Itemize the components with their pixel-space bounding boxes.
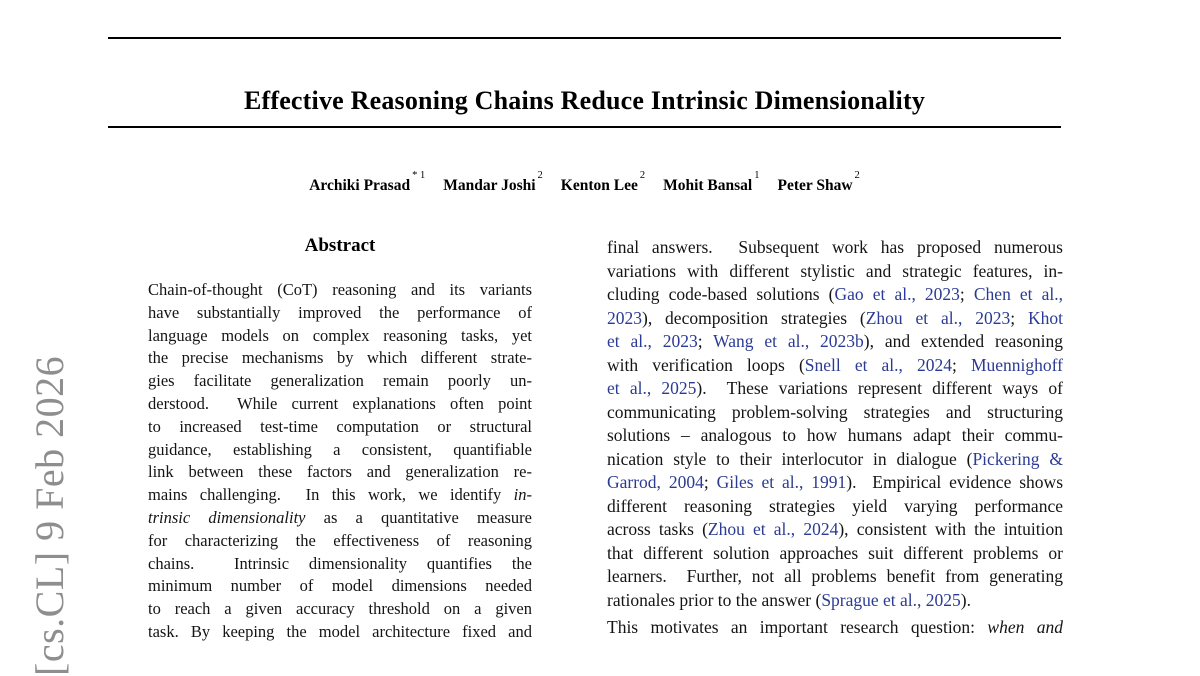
body-text: to increased test-time computation or structural [148, 416, 532, 436]
author-affiliation-mark: 2 [537, 170, 543, 181]
body-text: ; [959, 284, 974, 304]
body-text: link between these factors and generalization re- [148, 462, 532, 482]
text-line [148, 279, 532, 302]
text-line [607, 354, 1063, 378]
author [443, 170, 543, 195]
citation-link[interactable]: Garrod, 2004 [607, 472, 704, 492]
body-text: mains challenging. In this work, we identify [148, 485, 514, 505]
text-line [148, 416, 532, 439]
text-line [148, 507, 532, 530]
text-line [607, 448, 1063, 472]
text-line [148, 393, 532, 416]
author-name: Archiki Prasad [309, 177, 411, 195]
citation-link[interactable]: Wang et al., 2023b [713, 331, 864, 351]
body-text: gies facilitate generalization remain poorly un- [148, 371, 532, 391]
body-text: ; [1010, 307, 1028, 328]
author [663, 170, 760, 195]
author [560, 170, 646, 195]
text-line [148, 439, 532, 462]
body-text: the precise mechanisms by which different strate- [148, 348, 532, 368]
body-text: variations with different stylistic and strategic features, in- [607, 260, 1063, 281]
text-line [148, 530, 532, 553]
emphasized-text: trinsic dimensionality [148, 507, 306, 527]
author-name: Peter Shaw [777, 177, 853, 195]
author-list [108, 170, 1061, 195]
body-text: solutions – analogous to how humans adapt their commu- [607, 425, 1063, 445]
citation-link[interactable]: et al., 2025 [607, 378, 697, 398]
body-text: learners. Further, not all problems benefit from generating [607, 566, 1063, 586]
body-text: guidance, establishing a consistent, quantifiable [148, 439, 532, 459]
citation-link[interactable]: Zhou et al., 2023 [865, 307, 1011, 328]
citation-link[interactable]: Pickering & [972, 448, 1063, 469]
body-text: rationales prior to the answer ( [607, 589, 822, 610]
body-text: ), and extended reasoning [863, 331, 1064, 351]
body-text: ), decomposition strategies ( [642, 307, 866, 328]
body-text: for characterizing the effectiveness of reasoning [148, 530, 532, 550]
text-line [607, 542, 1063, 566]
author-affiliation-mark: 2 [854, 170, 860, 181]
citation-link[interactable]: Sprague et al., 2025 [821, 589, 961, 610]
paper-title: Effective Reasoning Chains Reduce Intrinsic Dimensionality [243, 86, 926, 116]
citation-link[interactable]: Gao et al., 2023 [834, 284, 960, 304]
abstract-text [148, 279, 532, 644]
body-text: that different solution approaches suit different problems or [607, 542, 1063, 563]
body-text: across tasks ( [607, 519, 708, 539]
author [777, 170, 860, 195]
text-line [148, 621, 532, 644]
text-line [607, 616, 1063, 640]
citation-link[interactable]: Muennighoff [970, 354, 1063, 375]
body-text: Chain-of-thought (CoT) reasoning and its variants [148, 280, 532, 299]
citation-link[interactable]: et al., 2023 [607, 331, 698, 351]
emphasized-text: in- [513, 485, 532, 505]
body-text: ; [703, 472, 717, 492]
author-affiliation-mark: 1 [754, 170, 760, 181]
body-text: task. By keeping the model architecture fixed and [148, 621, 532, 641]
text-line [148, 302, 532, 325]
text-line [607, 565, 1063, 589]
author-name: Kenton Lee [560, 177, 638, 195]
body-text: ). [960, 589, 971, 610]
author-name: Mandar Joshi [443, 177, 536, 195]
body-text: language models on complex reasoning tasks, yet [148, 325, 532, 345]
text-line [148, 370, 532, 393]
citation-link[interactable]: Chen et al., [973, 284, 1063, 304]
body-text: ; [952, 354, 971, 375]
body-text: ). Empirical evidence shows [846, 472, 1063, 492]
body-text: This motivates an important research question: [607, 617, 988, 637]
text-line [607, 260, 1063, 284]
citation-link[interactable]: Giles et al., 1991 [716, 472, 847, 492]
text-line [607, 307, 1063, 331]
text-line [148, 484, 532, 507]
text-line [148, 575, 532, 598]
text-line [148, 598, 532, 621]
body-text: different reasoning strategies yield varying performance [607, 495, 1063, 516]
text-line [607, 283, 1063, 307]
arxiv-watermark: [cs.CL] 9 Feb 2026 [27, 355, 72, 676]
text-line [607, 424, 1063, 448]
body-text: with verification loops ( [607, 354, 805, 375]
text-line [607, 236, 1063, 260]
author-affiliation-mark: 2 [639, 170, 646, 181]
text-line [607, 401, 1063, 425]
body-text: communicating problem-solving strategies and structuring [607, 401, 1063, 422]
body-text: final answers. Subsequent work has proposed numerous [607, 237, 1063, 257]
citation-link[interactable]: Khot [1028, 307, 1063, 328]
citation-link[interactable]: Snell et al., 2024 [804, 354, 952, 375]
text-line [148, 347, 532, 370]
author-name: Mohit Bansal [663, 177, 753, 195]
text-line [148, 461, 532, 484]
citation-link[interactable]: 2023 [607, 307, 642, 328]
abstract-column [148, 236, 532, 644]
author [309, 170, 426, 195]
abstract-heading: Abstract [304, 235, 376, 256]
body-text: derstood. While current explanations often point [148, 393, 532, 413]
body-text: ; [697, 331, 714, 351]
text-line [607, 495, 1063, 519]
text-line [607, 377, 1063, 401]
body-text: cluding code-based solutions ( [607, 284, 835, 304]
author-affiliation-mark: * 1 [412, 170, 426, 181]
body-text: minimum number of model dimensions needed [148, 576, 532, 596]
title-rule-top [108, 37, 1061, 39]
body-text: nication style to their interlocutor in dialogue ( [607, 448, 973, 469]
body-text: as a quantitative measure [305, 507, 533, 527]
paragraph [607, 236, 1063, 612]
body-text: to reach a given accuracy threshold on a given [148, 599, 532, 619]
text-line [148, 325, 532, 348]
emphasized-text: when and [987, 617, 1063, 637]
introduction-column [607, 236, 1063, 640]
body-text: chains. Intrinsic dimensionality quantifies the [148, 553, 532, 573]
body-text: ), consistent with the intuition [838, 519, 1063, 539]
text-line [148, 553, 532, 576]
citation-link[interactable]: Zhou et al., 2024 [707, 519, 839, 539]
text-line [607, 518, 1063, 542]
title-rule-bottom [108, 126, 1061, 128]
text-line [607, 589, 1063, 613]
text-line [607, 330, 1063, 354]
text-line [607, 471, 1063, 495]
body-text: have substantially improved the performance of [148, 302, 532, 322]
body-text: ). These variations represent different ways of [696, 378, 1063, 398]
paragraph [607, 616, 1063, 640]
